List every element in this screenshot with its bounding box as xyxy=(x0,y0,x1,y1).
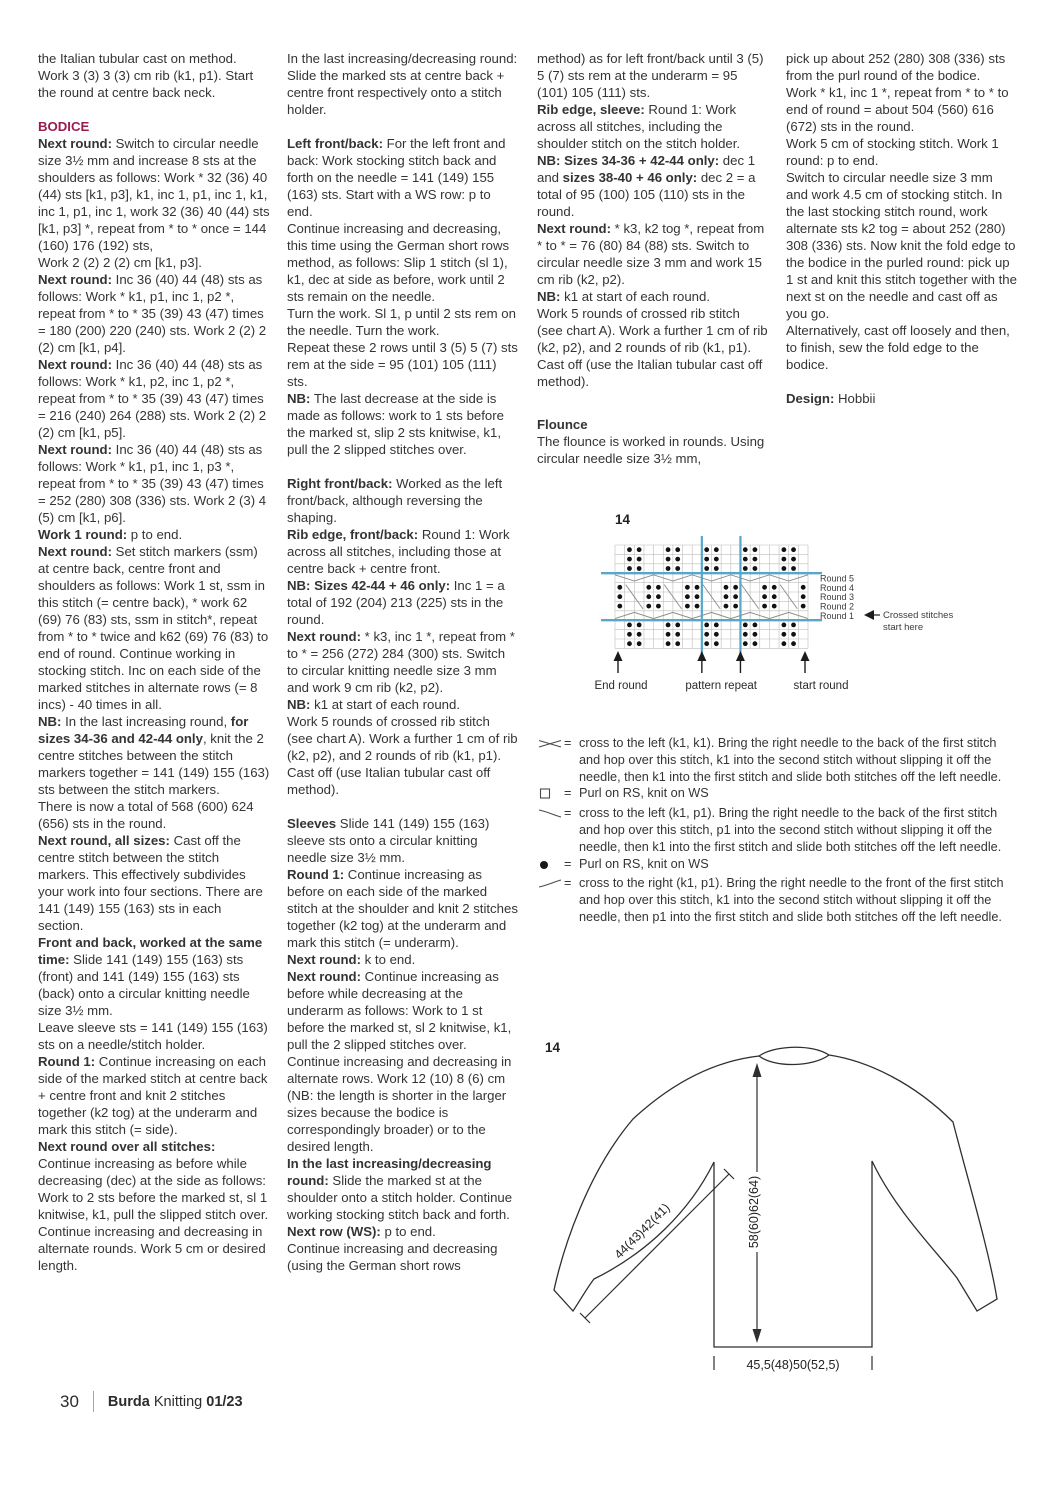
square-icon xyxy=(537,785,564,805)
bold-run: NB: Sizes 42-44 + 46 only: xyxy=(287,578,451,593)
legend-item xyxy=(537,856,1015,876)
paragraph xyxy=(287,339,519,390)
paragraph xyxy=(287,50,519,118)
text-run: Continue increasing as before while decreasing at the underarm as follows: Work to 1 st before the marked st, sl 2 knitwise, k1, pull the 2 slipped stitches over. Continue increasing and decreasing in alternate rows. Work 12 (10) 8 (6) cm (NB: the length is shorter in the larger sizes because the bodice is correspondingly broader) or to the desired length. xyxy=(287,969,512,1154)
knitting-chart xyxy=(537,503,1015,703)
text-run: Work 5 rounds of crossed rib stitch (see chart A). Work a further 1 cm of rib (k2, p2), and 2 rounds of rib (k1, p1). Cast off (use Italian tubular cast off method). xyxy=(287,714,518,797)
text-run: k1 at start of each round. xyxy=(310,697,460,712)
bold-run: Next round, all sizes: xyxy=(38,833,170,848)
legend-item-text: Purl on RS, knit on WS xyxy=(579,856,709,871)
width-measure xyxy=(714,1356,872,1372)
svg-text:Round 3: Round 3 xyxy=(820,592,855,603)
svg-text:End round: End round xyxy=(594,680,648,692)
paragraph xyxy=(38,543,270,713)
text-run: Inc 36 (40) 44 (48) sts as follows: Work * k1, p2, inc 1, p2 *, repeat from * to * 35 (39) 43 (47) times = 216 (240) 264 (288) sts. Work 2 (2) 2 (2) cm [k1, p5]. xyxy=(38,357,267,440)
paragraph xyxy=(786,169,1018,322)
text-run: , knit the 2 centre stitches between the stitch markers together = 141 (149) 155 (163) sts between the stitch markers. xyxy=(38,731,270,797)
paragraph xyxy=(38,254,270,271)
text-run: Inc 1 = a total of 192 (204) 213 (225) sts in the round. xyxy=(287,578,505,627)
crossed-stitches-annotation xyxy=(864,610,953,633)
text-run: Inc 36 (40) 44 (48) sts as follows: Work * k1, p1, inc 1, p3 *, repeat from * to * 35 (39) 43 (47) times = 252 (280) 308 (336) sts. Work 2 (3) 4 (5) cm [k1, p6]. xyxy=(38,442,267,525)
knitting-chart-figure xyxy=(537,503,1015,708)
svg-text:Round 4: Round 4 xyxy=(820,582,855,593)
height-measure-label: 58(60)62(64) xyxy=(747,1175,761,1249)
page-footer xyxy=(60,1391,243,1412)
legend-item-text: Purl on RS, knit on WS xyxy=(579,786,709,801)
text-run: Slide 141 (149) 155 (163) sts (front) and 141 (149) 155 (163) sts (back) onto a circular knitting needle size 3½ mm. xyxy=(38,952,250,1018)
text-column-1 xyxy=(38,50,270,1274)
paragraph xyxy=(38,934,270,1019)
text-run: Round 1: Work across all stitches, including those at centre back + centre front. xyxy=(287,527,510,576)
bold-run: Next round: xyxy=(38,544,112,559)
paragraph xyxy=(537,152,769,220)
cross-left-kk-icon xyxy=(537,735,564,755)
text-run: Set stitch markers (ssm) at centre back, centre front and shoulders as follows: Work 1 st, ssm in this stitch (= centre back), * work 62 (69) 76 (83) sts, ssm in stitch*, repeat from * to * twice and k62 (69) 76 (83) to end of round. Continue working in stocking stitch. Inc on each side of the marked stitches in alternate rows (= 8 incs) - 40 times in all. xyxy=(38,544,269,712)
chart-legend xyxy=(537,735,1015,926)
bold-run: Rib edge, front/back: xyxy=(287,527,419,542)
bold-run: Round 1: xyxy=(287,867,345,882)
round-labels xyxy=(820,573,854,621)
bold-run: Next round: xyxy=(537,221,611,236)
bold-run: NB: xyxy=(287,391,311,406)
paragraph xyxy=(38,135,270,254)
text-run: In the last increasing round, xyxy=(61,714,231,729)
chart-grid-group xyxy=(594,536,953,692)
schematic-drawing xyxy=(537,1022,1015,1397)
bold-run: for sizes 34-36 and 42-44 only xyxy=(38,714,249,746)
paragraph xyxy=(38,798,270,832)
text-column-3 xyxy=(537,50,769,467)
text-run: method) as for left front/back until 3 (5) 5 (7) sts rem at the underarm = 95 (101) 105 (111) sts. xyxy=(537,51,764,100)
width-measure-label: 45,5(48)50(52,5) xyxy=(746,1358,840,1372)
bold-run: Design: xyxy=(786,391,835,406)
text-run: In the last increasing/decreasing round: Slide the marked sts at centre back + centre front respectively onto a stitch holder. xyxy=(287,51,518,117)
paragraph xyxy=(537,288,769,305)
neckline-upper xyxy=(759,1047,829,1056)
bold-run: Next round: xyxy=(38,442,112,457)
text-run: p to end. xyxy=(127,527,183,542)
dot-icon xyxy=(537,856,564,876)
paragraph xyxy=(287,577,519,628)
svg-text:pattern repeat: pattern repeat xyxy=(685,680,757,692)
text-run: Continue increasing as before while decreasing (dec) at the side as follows: Work to 2 sts before the marked st, sl 1 knitwise, k1, pull the slipped stitch over. Continue increasing and decreasing in alternate rounds. Work 5 cm or desired length. xyxy=(38,1156,269,1273)
paragraph xyxy=(38,271,270,356)
text-run: Hobbii xyxy=(834,391,876,406)
page-number: 30 xyxy=(60,1391,79,1411)
paragraph xyxy=(786,390,1018,407)
text-run: The last decrease at the side is made as follows: work to 1 sts before the marked st, slip 2 sts knitwise, k1, pull the 2 slipped stitches over. xyxy=(287,391,504,457)
paragraph xyxy=(287,968,519,1155)
equals-sign: = xyxy=(564,876,572,891)
paragraph xyxy=(287,135,519,220)
paragraph xyxy=(287,951,519,968)
paragraph xyxy=(287,390,519,458)
bold-run: BODICE xyxy=(38,119,90,134)
section-heading xyxy=(38,118,270,135)
bold-run: NB: xyxy=(287,697,311,712)
legend-item-text: cross to the left (k1, p1). Bring the right needle to the back of the first stitch and hop over this stitch, p1 into the second stitch without slipping it off the needle, then k1 into the first stitch and slide both stitches off the left needle. xyxy=(579,806,1002,854)
text-run: * k3, inc 1 *, repeat from * to * = 256 (272) 284 (300) sts. Switch to circular knitting needle size 3 mm and work 9 cm rib (k2, p2). xyxy=(287,629,515,695)
sweater-outline xyxy=(554,1047,997,1347)
magazine-title xyxy=(108,1394,243,1410)
equals-sign: = xyxy=(564,806,572,821)
sleeve-measure-label: 44(43)42(41) xyxy=(611,1200,673,1262)
paragraph xyxy=(38,526,270,543)
paragraph xyxy=(786,135,1018,169)
paragraph xyxy=(38,1053,270,1138)
magazine-issue: 01/23 xyxy=(206,1393,243,1410)
text-run: Work * k1, inc 1 *, repeat from * to * to end of round = about 504 (560) 616 (672) sts in the round. xyxy=(786,85,1009,134)
bold-run: Work 1 round: xyxy=(38,527,128,542)
section-heading xyxy=(537,416,769,433)
paragraph xyxy=(38,50,270,101)
legend-item xyxy=(537,735,1015,785)
legend-item xyxy=(537,875,1015,925)
paragraph xyxy=(287,526,519,577)
footer-divider xyxy=(93,1391,94,1412)
text-run: Continue increasing and decreasing (using the German short rows xyxy=(287,1241,498,1273)
paragraph xyxy=(38,713,270,798)
bold-run: Right front/back: xyxy=(287,476,393,491)
text-run: For the left front and back: Work stocking stitch back and forth on the needle = 141 (149) 155 (163) sts. Start with a WS row: p to end. xyxy=(287,136,506,219)
text-run: Continue increasing as before on each side of the marked stitch at the shoulder and knit 2 stitches together (k2 tog) at the underarm and mark this stitch (= underarm). xyxy=(287,867,518,950)
svg-text:Crossed stitches: Crossed stitches xyxy=(883,610,954,621)
paragraph xyxy=(287,1223,519,1240)
paragraph xyxy=(38,356,270,441)
bold-run: Next round: xyxy=(38,272,112,287)
bold-run: Round 1: xyxy=(38,1054,96,1069)
legend-item-text: cross to the left (k1, k1). Bring the right needle to the back of the first stitch and hop over this stitch, k1 into the second stitch without slipping it off the needle, then k1 into the first stitch and slide both stitches off the left needle. xyxy=(579,736,1002,784)
paragraph xyxy=(287,305,519,339)
paragraph xyxy=(786,50,1018,84)
text-run: Switch to circular needle size 3½ mm and increase 8 sts at the shoulders as follows: Work * 32 (36) 40 (44) sts [k1, p3], k1, inc 1, p1, inc 1, k1, inc 1, p1, inc 1, work 32 (36) 40 (44) sts [k1, p3] *, repeat from * to * once = 144 (160) 176 (192) sts, xyxy=(38,136,270,253)
bold-run: Front and back, worked at the same time: xyxy=(38,935,263,967)
sweater-schematic xyxy=(537,1022,1015,1397)
legend-item xyxy=(537,785,1015,805)
paragraph xyxy=(287,713,519,798)
round-direction-arrows xyxy=(594,651,848,692)
text-run: Work 5 cm of stocking stitch. Work 1 round: p to end. xyxy=(786,136,999,168)
paragraph xyxy=(287,628,519,696)
magazine-brand: Burda xyxy=(107,1393,150,1410)
paragraph xyxy=(287,815,519,866)
text-column-4 xyxy=(786,50,1018,407)
text-run: Turn the work. Sl 1, p until 2 sts rem on the needle. Turn the work. xyxy=(287,306,516,338)
text-run: Slide the marked st at the shoulder onto a stitch holder. Continue working stocking stitch back and forth. xyxy=(287,1173,513,1222)
bold-run: Next round: xyxy=(287,952,361,967)
paragraph xyxy=(287,475,519,526)
text-column-2 xyxy=(287,50,519,1274)
paragraph xyxy=(537,220,769,288)
magazine-name: Knitting xyxy=(153,1393,203,1410)
text-run: Cast off the centre stitch between the stitch markers. This effectively subdivides your work into four sections. There are 141 (149) 155 (163) sts in each section. xyxy=(38,833,263,933)
equals-sign: = xyxy=(564,856,572,871)
bold-run: NB: xyxy=(38,714,62,729)
text-run: Switch to circular needle size 3 mm and work 4.5 cm of stocking stitch. In the last stocking stitch round, work alternate sts k2 tog = about 252 (280) 308 (336) sts. Now knit the fold edge to the bodice in the purled round: pick up 1 st and knit this stitch together with the next st on the needle and cast off as you go. xyxy=(786,170,1017,321)
bold-run: Next round: xyxy=(287,969,361,984)
text-run: Work 2 (2) 2 (2) cm [k1, p3]. xyxy=(38,255,202,270)
paragraph xyxy=(38,1138,270,1274)
paragraph xyxy=(287,220,519,305)
bold-run: Left front/back: xyxy=(287,136,383,151)
text-run: p to end. xyxy=(380,1224,436,1239)
text-run: Repeat these 2 rows until 3 (5) 5 (7) sts rem at the side = 95 (101) 105 (111) sts. xyxy=(287,340,518,389)
bold-run: Next round: xyxy=(38,136,112,151)
text-run: Slide 141 (149) 155 (163) sleeve sts onto a circular knitting needle size 3½ mm. xyxy=(287,816,490,865)
bold-run: In the last increasing/decreasing round: xyxy=(287,1156,492,1188)
cross-right-kp-icon xyxy=(537,875,564,895)
text-run: the Italian tubular cast on method. Work 3 (3) 3 (3) cm rib (k1, p1). Start the round at centre back neck. xyxy=(38,51,254,100)
paragraph xyxy=(537,101,769,152)
paragraph xyxy=(537,50,769,101)
height-measure xyxy=(747,1063,762,1343)
bold-run: Flounce xyxy=(537,417,588,432)
equals-sign: = xyxy=(564,786,572,801)
bold-run: Next round over all stitches: xyxy=(38,1139,216,1154)
paragraph xyxy=(287,866,519,951)
svg-text:Round 5: Round 5 xyxy=(820,573,855,584)
legend-item xyxy=(537,805,1015,855)
bold-run: NB: xyxy=(537,289,561,304)
bold-run: Next round: xyxy=(287,629,361,644)
paragraph xyxy=(38,441,270,526)
bold-run: Next row (WS): xyxy=(287,1224,381,1239)
svg-text:start round: start round xyxy=(793,680,849,692)
text-run: Continue increasing on each side of the marked stitch at centre back + centre front and knit 2 stitches together (k2 tog) at the underarm and mark this stitch (= side). xyxy=(38,1054,268,1137)
svg-text:Round 1: Round 1 xyxy=(820,611,855,621)
bold-run: Next round: xyxy=(38,357,112,372)
text-run: Work 5 rounds of crossed rib stitch (see chart A). Work a further 1 cm of rib (k2, p2), and 2 rounds of rib (k1, p1). Cast off (use the Italian tubular cast off method). xyxy=(537,306,768,389)
equals-sign: = xyxy=(564,736,572,750)
paragraph xyxy=(287,696,519,713)
text-run: Continue increasing and decreasing, this time using the German short rows method, as follows: Slip 1 stitch (sl 1), k1, dec at side as before, work until 2 sts remain on the needle. xyxy=(287,221,510,304)
chart-figure-number: 14 xyxy=(615,512,631,527)
legend-item-text: cross to the right (k1, p1). Bring the right needle to the front of the first stitch and hop over this stitch, k1 into the second stitch without slipping it off the needle, then p1 into the first stitch and slide both stitches off the left needle. xyxy=(579,876,1004,924)
svg-text:start here: start here xyxy=(883,622,924,633)
paragraph xyxy=(786,84,1018,135)
text-run: pick up about 252 (280) 308 (336) sts from the purl round of the bodice. xyxy=(786,51,1006,83)
text-run: * k3, k2 tog *, repeat from * to * = 76 (80) 84 (88) sts. Switch to circular needle size 3 mm and work 15 cm rib (k2, p2). xyxy=(537,221,765,287)
text-run: k to end. xyxy=(361,952,416,967)
neckline-lower xyxy=(759,1055,829,1065)
paragraph xyxy=(537,433,769,467)
paragraph xyxy=(287,1240,519,1274)
schematic-figure-number: 14 xyxy=(545,1040,561,1055)
text-run: The flounce is worked in rounds. Using circular needle size 3½ mm, xyxy=(537,434,765,466)
text-run: Round 1: Work across all stitches, including the shoulder stitch on the stitch holder. xyxy=(537,102,741,151)
bold-run: Rib edge, sleeve: xyxy=(537,102,645,117)
paragraph xyxy=(537,305,769,390)
text-run: dec 2 = a total of 95 (100) 105 (110) sts in the round. xyxy=(537,170,756,219)
cross-left-kp-icon xyxy=(537,805,564,825)
text-run: Alternatively, cast off loosely and then, to finish, sew the fold edge to the bodice. xyxy=(786,323,1010,372)
text-run: dec 1 and xyxy=(537,153,756,185)
sleeve-measure xyxy=(580,1169,734,1323)
paragraph xyxy=(287,1155,519,1223)
svg-text:Round 2: Round 2 xyxy=(820,601,855,612)
text-run: Worked as the left front/back, although reversing the shaping. xyxy=(287,476,503,525)
bold-run: Sleeves xyxy=(287,816,337,831)
text-run: There is now a total of 568 (600) 624 (656) sts in the round. xyxy=(38,799,254,831)
bold-run: NB: Sizes 34-36 + 42-44 only: xyxy=(537,153,720,168)
text-run: Leave sleeve sts = 141 (149) 155 (163) sts on a needle/stitch holder. xyxy=(38,1020,268,1052)
paragraph xyxy=(38,832,270,934)
bold-run: sizes 38-40 + 46 only: xyxy=(562,170,698,185)
text-run: Inc 36 (40) 44 (48) sts as follows: Work * k1, p1, inc 1, p2 *, repeat from * to * 35 (39) 43 (47) times = 180 (200) 220 (240) sts. Work 2 (2) 2 (2) cm [k1, p4]. xyxy=(38,272,267,355)
text-run: k1 at start of each round. xyxy=(560,289,710,304)
paragraph xyxy=(786,322,1018,373)
paragraph xyxy=(38,1019,270,1053)
